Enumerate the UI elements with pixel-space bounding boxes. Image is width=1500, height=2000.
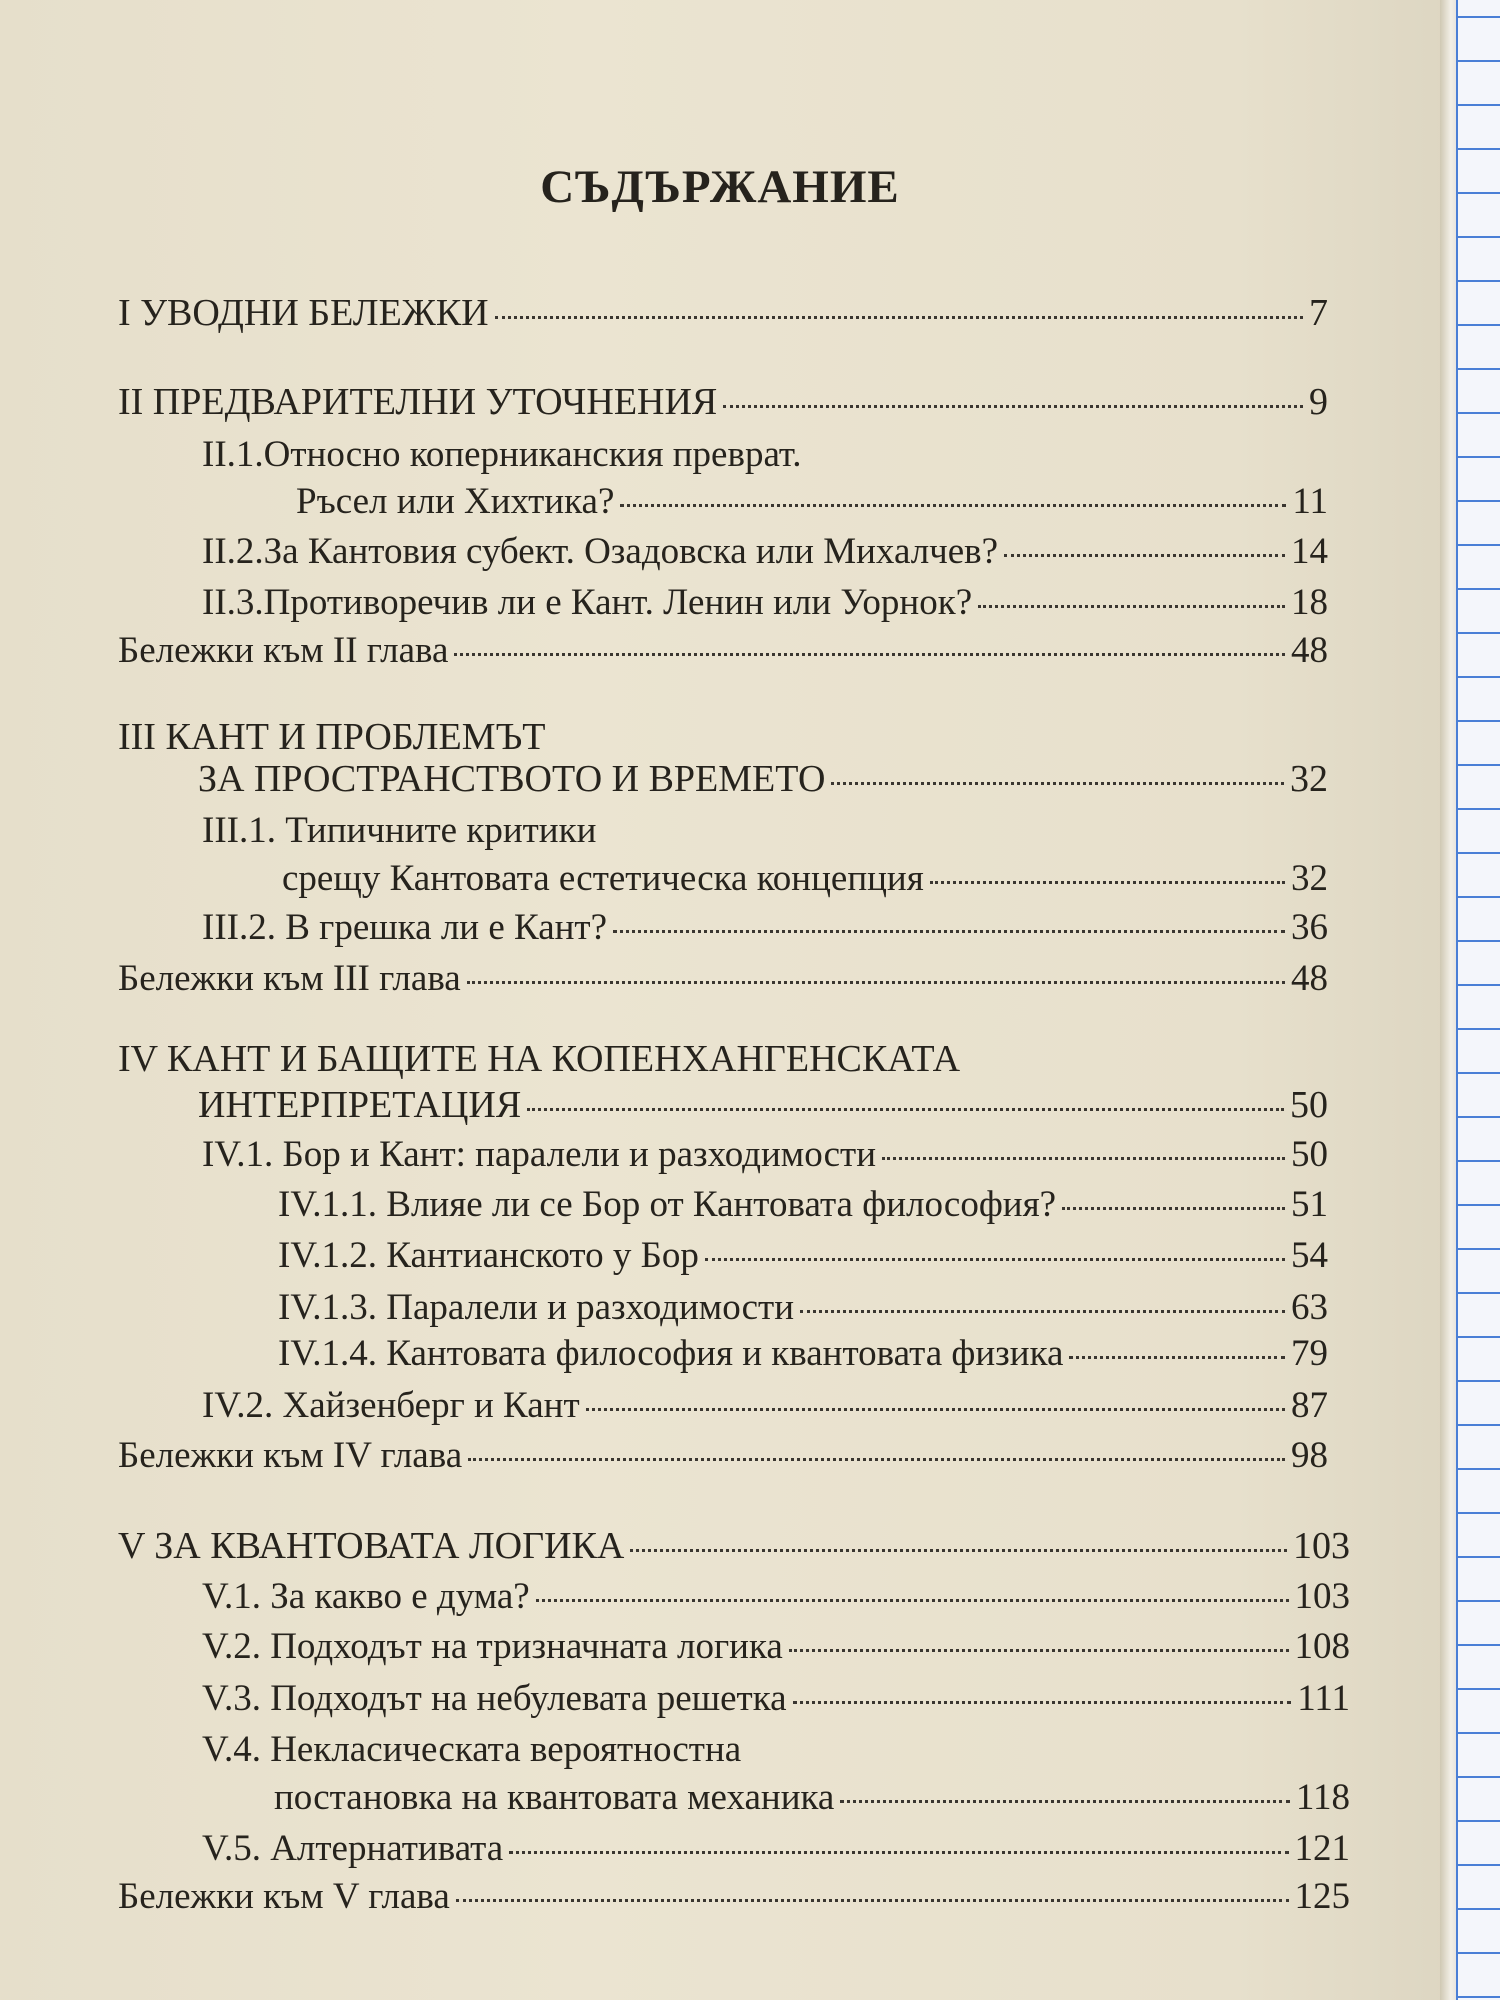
toc-page-number: 103 <box>1294 1576 1350 1617</box>
toc-label: III.1. Типичните критики <box>202 810 597 851</box>
toc-entry <box>202 1826 1350 1872</box>
toc-label: I УВОДНИ БЕЛЕЖКИ <box>118 292 489 334</box>
toc-label: II.3.Противоречив ли е Кант. Ленин или Уорнок? <box>202 582 973 623</box>
toc-label: Бележки към II глава <box>118 630 449 671</box>
toc-label: ЗА ПРОСТРАНСТВОТО И ВРЕМЕТО <box>198 758 826 800</box>
dot-leader <box>978 604 1285 608</box>
toc-page-number: 79 <box>1291 1333 1328 1374</box>
toc-entry <box>202 1676 1350 1722</box>
toc-page-number: 32 <box>1290 758 1328 800</box>
toc-entry <box>202 1383 1328 1429</box>
toc-page-number: 9 <box>1309 381 1328 423</box>
toc-entry <box>198 756 1328 802</box>
toc-page-number: 87 <box>1291 1385 1328 1426</box>
toc-label: IV.1.1. Влияе ли се Бор от Кантовата философия? <box>278 1184 1057 1225</box>
toc-page-number: 121 <box>1294 1828 1350 1869</box>
toc-label: V.4. Некласическата вероятностна <box>202 1729 742 1770</box>
toc-label: II.1.Относно коперниканския преврат. <box>202 434 802 475</box>
toc-entry <box>202 1624 1350 1670</box>
dot-leader <box>1062 1206 1285 1210</box>
dot-leader <box>467 980 1285 984</box>
toc-entry <box>202 808 596 854</box>
toc-label: V.5. Алтернативата <box>202 1828 504 1869</box>
toc-label: V ЗА КВАНТОВАТА ЛОГИКА <box>118 1525 625 1567</box>
toc-label: IV.2. Хайзенберг и Кант <box>202 1385 580 1426</box>
dot-leader <box>831 781 1284 785</box>
toc-label: IV.1.2. Кантианското у Бор <box>278 1235 699 1276</box>
dot-leader <box>793 1700 1292 1704</box>
toc-label: IV.1. Бор и Кант: паралели и разходимости <box>202 1134 877 1175</box>
toc-label: V.1. За какво е дума? <box>202 1576 530 1617</box>
toc-page-number: 7 <box>1309 292 1328 334</box>
toc-label: Бележки към III глава <box>118 958 461 999</box>
toc-entry <box>202 1727 741 1773</box>
toc-label: IV КАНТ И БАЩИТЕ НА КОПЕНХАНГЕНСКАТА <box>118 1038 961 1080</box>
dot-leader <box>509 1850 1288 1854</box>
toc-entry <box>202 432 802 478</box>
dot-leader <box>454 652 1285 656</box>
toc-entry <box>118 1433 1328 1479</box>
dot-leader <box>495 315 1303 319</box>
toc-page-number: 103 <box>1293 1525 1350 1567</box>
toc-entry <box>118 1036 960 1082</box>
dot-leader <box>800 1309 1285 1313</box>
toc-entry <box>202 905 1328 951</box>
toc-entry <box>118 628 1328 674</box>
dot-leader <box>789 1648 1289 1652</box>
toc-entry <box>282 856 1328 902</box>
toc-entry <box>296 479 1328 525</box>
toc-page-number: 50 <box>1291 1134 1328 1175</box>
toc-entry <box>118 714 546 760</box>
toc-label: срещу Кантовата естетическа концепция <box>282 858 924 899</box>
toc-entry <box>278 1331 1328 1377</box>
toc-page-number: 11 <box>1292 481 1328 522</box>
toc-entry <box>118 379 1328 425</box>
toc-page-number: 125 <box>1294 1876 1350 1917</box>
toc-label: Бележки към IV глава <box>118 1435 463 1476</box>
toc-label: IV.1.3. Паралели и разходимости <box>278 1287 795 1328</box>
toc-page-number: 51 <box>1291 1184 1328 1225</box>
toc-page-number: 14 <box>1291 531 1328 572</box>
toc-page-number: 54 <box>1291 1235 1328 1276</box>
dot-leader <box>527 1107 1284 1111</box>
toc-label: Ръсел или Хихтика? <box>296 481 615 522</box>
toc-label: V.3. Подходът на небулевата решетка <box>202 1678 787 1719</box>
toc-label: III КАНТ И ПРОБЛЕМЪТ <box>118 716 546 758</box>
dot-leader <box>613 929 1285 933</box>
dot-leader <box>630 1548 1287 1552</box>
toc-label: V.2. Подходът на тризначната логика <box>202 1626 783 1667</box>
toc-label: ИНТЕРПРЕТАЦИЯ <box>198 1084 522 1126</box>
dot-leader <box>456 1898 1289 1902</box>
dot-leader <box>1004 553 1285 557</box>
dot-leader <box>468 1457 1285 1461</box>
toc-page-number: 36 <box>1291 907 1328 948</box>
toc-label: постановка на квантовата механика <box>274 1777 835 1818</box>
toc-entry <box>198 1082 1328 1128</box>
toc-entry <box>118 956 1328 1002</box>
toc-entry <box>278 1182 1328 1228</box>
toc-label: II ПРЕДВАРИТЕЛНИ УТОЧНЕНИЯ <box>118 381 718 423</box>
toc-entry <box>202 1574 1350 1620</box>
toc-entry <box>278 1285 1328 1331</box>
toc-page-number: 48 <box>1291 630 1328 671</box>
toc-entry <box>274 1775 1350 1821</box>
dot-leader <box>723 404 1303 408</box>
toc-page-number: 111 <box>1297 1678 1350 1719</box>
toc-page-number: 50 <box>1290 1084 1328 1126</box>
dot-leader <box>930 880 1285 884</box>
grid-paper-background <box>1456 0 1500 2000</box>
toc-page-number: 18 <box>1291 582 1328 623</box>
toc-entry <box>202 1132 1328 1178</box>
toc-entry <box>202 529 1328 575</box>
toc-page-number: 32 <box>1291 858 1328 899</box>
toc-entry <box>118 1874 1350 1920</box>
dot-leader <box>586 1407 1285 1411</box>
dot-leader <box>536 1598 1289 1602</box>
toc-entry <box>118 290 1328 336</box>
dot-leader <box>620 503 1286 507</box>
toc-entry <box>202 580 1328 626</box>
toc-entry <box>278 1233 1328 1279</box>
toc-page-number: 63 <box>1291 1287 1328 1328</box>
toc-page-number: 48 <box>1291 958 1328 999</box>
toc-label: IV.1.4. Кантовата философия и квантовата физика <box>278 1333 1064 1374</box>
dot-leader <box>1069 1355 1285 1359</box>
page-title: СЪДЪРЖАНИЕ <box>540 161 900 213</box>
toc-label: III.2. В грешка ли е Кант? <box>202 907 608 948</box>
dot-leader <box>840 1799 1290 1803</box>
toc-label: Бележки към V глава <box>118 1876 450 1917</box>
toc-label: II.2.За Кантовия субект. Озадовска или Михалчев? <box>202 531 999 572</box>
toc-page-number: 98 <box>1291 1435 1328 1476</box>
dot-leader <box>882 1156 1285 1160</box>
toc-page-number: 118 <box>1295 1777 1350 1818</box>
toc-entry <box>118 1523 1350 1569</box>
toc-page-number: 108 <box>1294 1626 1350 1667</box>
dot-leader <box>705 1257 1285 1261</box>
